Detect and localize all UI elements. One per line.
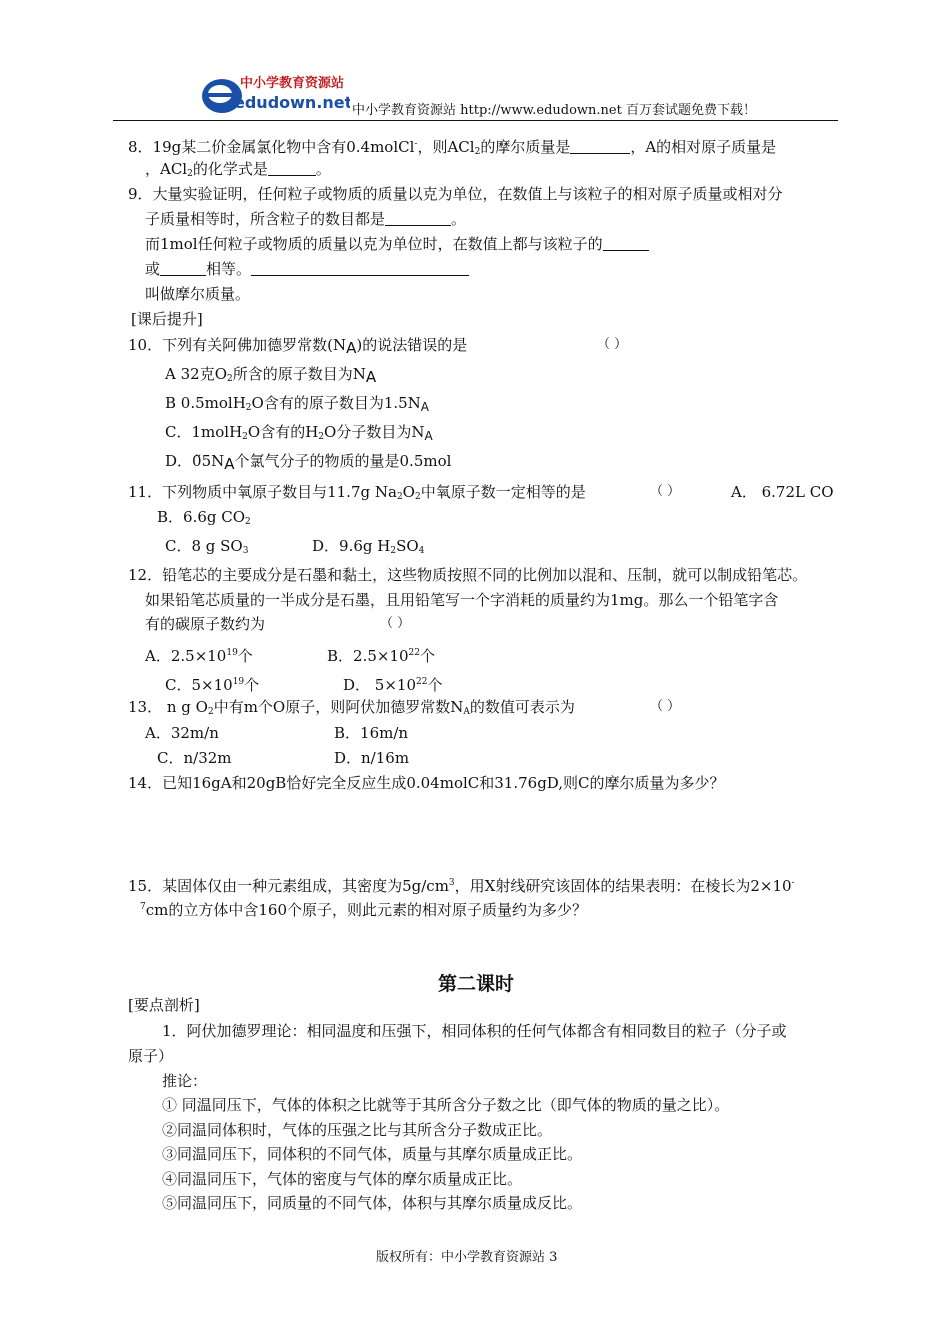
q13-option-b: B．16m/n bbox=[334, 724, 409, 742]
q10-stem: 10．下列有关阿佛加德罗常数(NA)的说法错误的是 bbox=[128, 336, 468, 357]
q12-answer-paren: （ ） bbox=[380, 616, 411, 631]
site-logo bbox=[200, 72, 350, 116]
q13-answer-paren: （ ） bbox=[650, 699, 681, 714]
q9-line3: 而1mol任何粒子或物质的质量以克为单位时，在数值上都与该粒子的 bbox=[145, 234, 649, 254]
q9-line1: 9．大量实验证明，任何粒子或物质的质量以克为单位，在数值上与该粒子的相对原子质量或相对分 bbox=[128, 185, 783, 203]
q10-answer-paren: （ ） bbox=[597, 337, 628, 352]
q13-option-d: D．n/16m bbox=[334, 749, 410, 767]
q8-blank-formula[interactable] bbox=[268, 161, 316, 176]
lesson2-infer-label: 推论： bbox=[162, 1072, 208, 1090]
q10-option-c: C．1molH$_2$O含有的$H_2O$分子数目为$N_A$ bbox=[165, 423, 433, 443]
q9-line4: 或 相等。 bbox=[145, 259, 469, 279]
lesson2-rule-4: ④同温同压下，气体的密度与气体的摩尔质量成正比。 bbox=[162, 1170, 523, 1188]
q11-option-d: D．9.6g $H_2SO_4$ bbox=[312, 537, 425, 556]
q8-line2: ，ACl$_2$的化学式是 。 bbox=[145, 160, 331, 179]
section-after-class: [课后提升] bbox=[131, 310, 203, 328]
lesson2-p1-line1: 1．阿伏加德罗理论：相同温度和压强下，相同体积的任何气体都含有相同数目的粒子（分子或 bbox=[162, 1022, 787, 1040]
q13-option-c: C．n/32m bbox=[157, 749, 232, 767]
logo-cn-text: 中小学教育资源站 bbox=[240, 76, 345, 91]
q12-line1: 12．铅笔芯的主要成分是石墨和黏土，这些物质按照不同的比例加以混和、压制，就可以制成铅笔芯。 bbox=[128, 566, 808, 584]
q11-answer-paren: （ ） bbox=[650, 484, 681, 499]
lesson2-rule-3: ③同温同压下，同体积的不同气体，质量与其摩尔质量成正比。 bbox=[162, 1145, 583, 1163]
q9-blank-4[interactable] bbox=[251, 261, 469, 276]
q15-line1: 15．某固体仅由一种元素组成，其密度为$5g/cm^3$，用X射线研究该固体的结果表明：在棱长为2×10- bbox=[128, 877, 795, 895]
lesson2-title: 第二课时 bbox=[438, 973, 515, 995]
q8-line1: 8．19g某二价金属氯化物中含有0.4molCl-，则ACl$_2$的摩尔质量是 ，A的相对原子质量是 bbox=[128, 138, 777, 157]
q13-stem: 13． n g $O_2$中有m个O原子，则阿伏加德罗常数$N_A$的数值可表示为 bbox=[128, 698, 575, 717]
page-footer: 版权所有：中小学教育资源站 3 bbox=[376, 1250, 558, 1265]
lesson2-rule-1: ① 同温同压下，气体的体积之比就等于其所含分子数之比（即气体的物质的量之比）。 bbox=[162, 1096, 730, 1114]
q11-option-b: B．6.6g $CO_2$ bbox=[157, 508, 251, 527]
q8-blank-molar-mass[interactable] bbox=[570, 139, 630, 154]
lesson2-analysis-label: [要点剖析] bbox=[128, 996, 200, 1014]
logo-en-text: edudown.net bbox=[234, 93, 350, 112]
q11-line1: 11．下列物质中氧原子数目与11.7g $Na_2O_2$中氧原子数一定相等的是 bbox=[128, 483, 586, 502]
q9-blank-3[interactable] bbox=[160, 261, 206, 276]
q12-option-b: B．$2.5\times 10^{22}$个 bbox=[327, 647, 436, 665]
q13-option-a: A．32m/n bbox=[145, 724, 219, 742]
lesson2-p1-line2: 原子） bbox=[128, 1047, 174, 1065]
q9-line2: 子质量相等时，所含粒子的数目都是 。 bbox=[145, 210, 467, 228]
header-rule bbox=[113, 120, 838, 121]
q9-blank-1[interactable] bbox=[385, 211, 451, 226]
q12-option-c: C．$5\times 10^{19}$个 bbox=[165, 676, 260, 694]
q12-option-a: A．$2.5\times 10^{19}$个 bbox=[145, 647, 253, 665]
lesson2-rule-2: ②同温同体积时，气体的压强之比与其所含分子数成正比。 bbox=[162, 1121, 553, 1139]
q9-line5: 叫做摩尔质量。 bbox=[145, 285, 251, 303]
q11-option-c: C．8 g $SO_3$ bbox=[165, 537, 249, 556]
q14-stem: 14．已知16gA和20gB恰好完全反应生成0.04molC和31.76gD,则C的摩尔质量为多少？ bbox=[128, 774, 725, 792]
q12-line3: 有的碳原子数约为 bbox=[145, 615, 266, 633]
q12-option-d: D． $5\times 10^{22}$个 bbox=[343, 676, 443, 694]
lesson2-rule-5: ⑤同温同压下，同质量的不同气体，体积与其摩尔质量成反比。 bbox=[162, 1194, 583, 1212]
q9-blank-2[interactable] bbox=[603, 236, 649, 251]
q10-option-a: A 32克$O_2$所含的原子数目为NA bbox=[165, 365, 377, 386]
q15-line2: $^7$cm的立方体中含160个原子，则此元素的相对原子质量约为多少？ bbox=[140, 901, 587, 919]
q10-option-d: D．0̃5NA个氯气分子的物质的量是0.5mol bbox=[165, 452, 452, 473]
q12-line2: 如果铅笔芯质量的一半成分是石墨，且用铅笔写一个字消耗的质量约为1mg。那么一个铅笔字含 bbox=[145, 591, 779, 609]
q11-option-a: A． 6.72L CO bbox=[731, 483, 834, 501]
header-site-line: 中小学教育资源站 http://www.edudown.net 百万套试题免费下载！ bbox=[352, 103, 756, 118]
q10-option-b: B 0.5molH$_2$O含有的原子数目为$1.5N_A$ bbox=[165, 394, 430, 414]
